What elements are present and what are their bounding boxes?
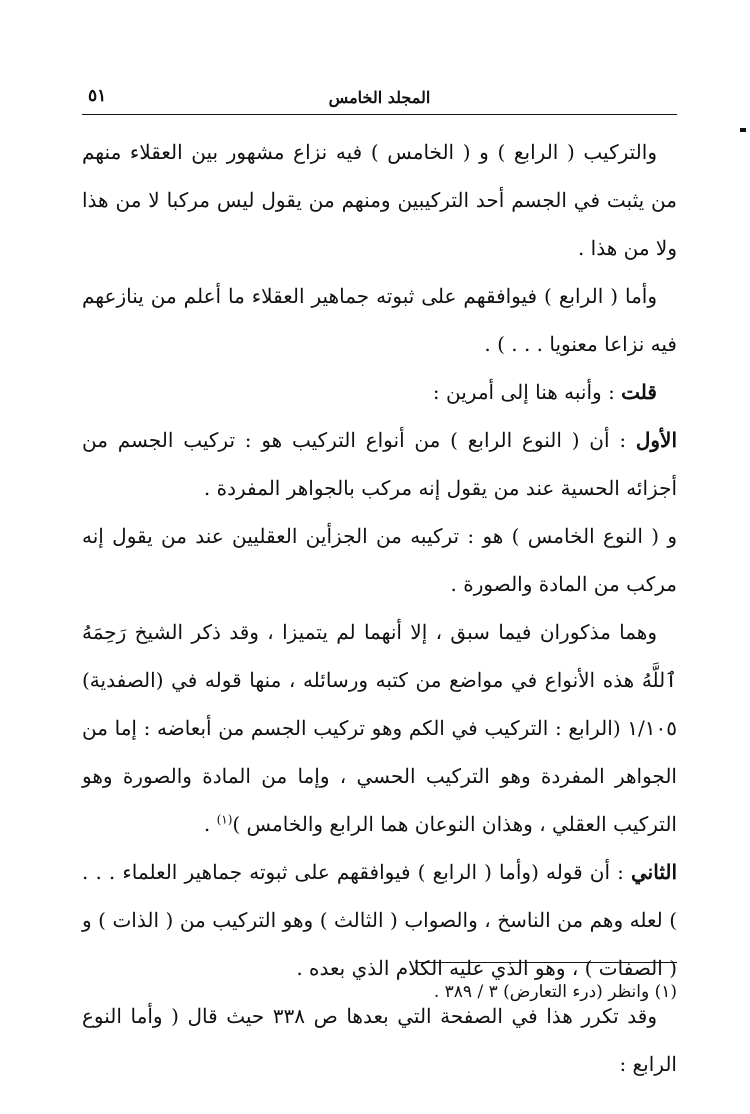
paragraph-4-label: الأول xyxy=(635,428,677,452)
edge-mark xyxy=(740,128,746,132)
footnote: (١) وانظر (درء التعارض) ٣ / ٣٨٩ . xyxy=(433,982,677,1002)
paragraph-3 xyxy=(82,368,677,416)
footnote-ref: (١) xyxy=(216,812,233,827)
paragraph-6-text: وهما مذكوران فيما سبق ، إلا أنهما لم يتميزا ، وقد ذكر الشيخ رَحِمَهُ ٱللَّهُ هذه الأنواع في مواضع من كتبه ورسائله ، منها قوله في (الصفدية) ١/١٠٥ (الرابع : التركيب في الكم وهو تركيب الجسم من أبعاضه : إما من الجواهر المفردة وهو التركيب الحسي ، وإما من المادة والصورة وهو التركيب العقلي ، وهذان النوعان هما الرابع والخامس ) xyxy=(82,620,677,836)
paragraph-7-text: : أن قوله (وأما ( الرابع ) فيوافقهم على ثبوته جماهير العلماء . . . ) لعله وهم من الناسخ ، والصواب ( الثالث ) وهو التركيب من ( الذات ) و ( الصفات ) ، وهو الذي عليه الكلام الذي بعده . xyxy=(82,860,677,980)
page-header xyxy=(82,84,677,115)
paragraph-8: وقد تكرر هذا في الصفحة التي بعدها ص ٣٣٨ حيث قال ( وأما النوع الرابع : xyxy=(82,1004,677,1076)
paragraph-6 xyxy=(82,608,677,848)
volume-title: المجلد الخامس xyxy=(328,88,431,107)
paragraph-7-label: الثاني xyxy=(630,860,677,884)
paragraph-6-end: . xyxy=(203,812,217,836)
paragraph-3-label: قلت xyxy=(621,380,657,404)
paragraph-1: والتركيب ( الرابع ) و ( الخامس ) فيه نزاع مشهور بين العقلاء منهم من يثبت في الجسم أحد التركيبين ومنهم من يقول ليس مركبا لا من هذا ولا من هذا . xyxy=(82,140,677,260)
paragraph-4 xyxy=(82,416,677,512)
paragraph-4-text: : أن ( النوع الرابع ) من أنواع التركيب هو : تركيب الجسم من أجزائه الحسية عند من يقول إنه مركب بالجواهر المفردة . xyxy=(82,428,677,500)
footnote-divider xyxy=(415,962,677,963)
paragraph-7 xyxy=(82,848,677,992)
paragraph-2: وأما ( الرابع ) فيوافقهم على ثبوته جماهير العقلاء ما أعلم من ينازعهم فيه نزاعا معنويا . . . ) . xyxy=(82,284,677,356)
paragraph-3-text: : وأنبه هنا إلى أمرين : xyxy=(432,380,622,404)
paragraph-5: و ( النوع الخامس ) هو : تركيبه من الجزأين العقليين عند من يقول إنه مركب من المادة والصورة . xyxy=(82,524,677,596)
page-number: ٥١ xyxy=(88,86,107,106)
page-body xyxy=(82,128,677,1088)
